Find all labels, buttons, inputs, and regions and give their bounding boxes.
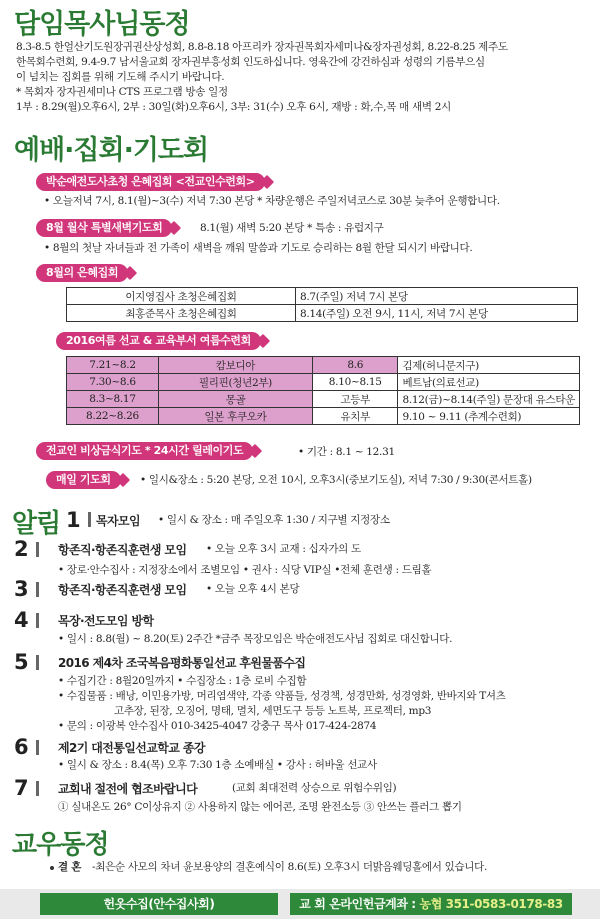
notice-number: 5: [14, 650, 29, 674]
notice-title: 항존직·항존직훈련생 모임: [58, 583, 187, 597]
monthly-dawn-prayer-desc: • 8월의 첫날 자녀들과 전 가족이 새벽을 깨워 말씀과 기도로 승리하는 8월 한달 되시기 바랍니다.: [44, 242, 473, 254]
table-cell: 8.7(주일) 저녁 7시 본당: [296, 288, 578, 305]
divider-bar: [36, 542, 39, 557]
summer-retreat-pill: 2016여름 선교 & 교육부서 여름수련회: [56, 332, 261, 350]
notice-text: • 오늘 오후 4시 본당: [206, 583, 300, 595]
table-row: [67, 357, 580, 374]
monthly-dawn-prayer-pill: 8월 월삭 특별새벽기도회: [36, 219, 172, 237]
table-cell: 8.12(금)~8.14(주일) 문장대 유스타운: [398, 391, 580, 408]
notice-sub: 고추장, 된장, 오징어, 명태, 멸치, 세면도구 등등 노트북, 프로젝터, mp3: [114, 705, 432, 717]
notice-text: • 일시 & 장소 : 매 주일오후 1:30 / 지구별 지정장소: [158, 514, 390, 526]
daily-prayer-text: • 일시&장소 : 5:20 본당, 오전 10시, 오후3시(중보기도실), 저녁 7:30 / 9:30(콘서트홀): [140, 474, 532, 486]
pastor-line-4: * 목회자 장자권세미나 CTS 프로그램 방송 일정: [16, 86, 228, 98]
section-title-notice: 알림: [12, 509, 61, 539]
members-text: -최은순 사모의 차녀 윤보용양의 결혼예식이 8.6(토) 오후3시 더밝음웨딩홀에서 있습니다.: [92, 861, 488, 873]
notice-sub: ① 실내온도 26° C이상유지 ② 사용하지 않는 에어콘, 조명 완전소등 ③ 안쓰는 플러그 뽑기: [58, 801, 462, 813]
notice-sub: • 수집기간 : 8월20일까지 • 수집장소 : 1층 로비 수집함: [58, 675, 307, 687]
table-cell: 캄보디아: [158, 357, 312, 374]
section-title-pastor: 담임목사님동정: [14, 9, 190, 40]
table-row: [67, 305, 578, 322]
table-row: [67, 391, 580, 408]
table-row: [67, 288, 578, 305]
pastor-line-3: 이 넘치는 집회를 위해 기도해 주시기 바랍니다.: [16, 71, 225, 83]
table-cell: 일본 후쿠오카: [158, 408, 312, 425]
divider-bar: [36, 740, 39, 755]
grace-meeting-text: • 오늘저녁 7시, 8.1(월)~3(수) 저녁 7:30 본당 * 차량운행은 주일저녁코스로 30분 늦추어 운행합니다.: [44, 195, 500, 207]
table-cell: 8.6: [312, 357, 397, 374]
table-cell: 8.10~8.15: [312, 374, 397, 391]
table-cell: 9.10 ~ 9.11 (추계수련회): [398, 408, 580, 425]
members-label: 결 혼: [58, 861, 82, 873]
grace-meeting-pill: 박순애전도사초청 은혜집회 <전교인수련회>: [36, 173, 265, 191]
offering-label: 교 회 온라인헌금계좌 :: [299, 897, 420, 911]
table-row: [67, 408, 580, 425]
table-cell: 7.21~8.2: [67, 357, 159, 374]
notice-text: • 오늘 오후 3시 교재 : 십자가의 도: [206, 543, 361, 555]
table-cell: 몽골: [158, 391, 312, 408]
notice-number: 7: [14, 776, 29, 800]
pastor-line-1: 8.3-8.5 한얼산기도원장귀권산상성회, 8.8-8.18 아프리카 장자권목회자세미나&장자권성회, 8.22-8.25 제주도: [16, 41, 508, 53]
notice-number: 2: [14, 537, 29, 561]
notice-title: 목자모임: [96, 514, 140, 528]
notice-sub: • 문의 : 이광복 안수집사 010-3425-4047 강충구 목사 017-424-2874: [58, 720, 377, 732]
table-cell: 고등부: [312, 391, 397, 408]
table-cell: 8.22~8.26: [67, 408, 159, 425]
notice-sub: • 장로·안수집사 : 지정장소에서 조별모임 • 권사 : 식당 VIP실 •전체 훈련생 : 드림홀: [58, 564, 432, 576]
notice-sub: • 수집물품 : 배낭, 이민용가방, 머리염색약, 각종 약품들, 성경책, 성경만화, 성경영화, 반바지와 T셔츠: [58, 690, 506, 702]
section-title-members: 교우동정: [12, 830, 109, 860]
offering-account: 농협 351-0583-0178-83: [419, 897, 563, 911]
bullet: [50, 866, 54, 870]
table-cell: 필리핀(청년2부): [158, 374, 312, 391]
table-row: [67, 374, 580, 391]
daily-prayer-pill: 매일 기도회: [46, 471, 121, 489]
notice-title: 제2기 대전통일선교학교 종강: [58, 741, 205, 755]
online-offering-banner: [290, 893, 572, 915]
table-cell: 최홍준목사 초청은혜집회: [67, 305, 296, 322]
notice-number: 1: [66, 508, 81, 532]
notice-sub: • 일시 : 8.8(월) ~ 8.20(토) 2주간 *금주 목장모임은 박순애전도사님 집회로 대신합니다.: [58, 633, 453, 645]
notice-title: 항존직·항존직훈련생 모임: [58, 543, 187, 557]
table-cell: 김제(허니문지구): [398, 357, 580, 374]
notice-title-note: (교회 최대전력 상승으로 위험수위임): [232, 782, 397, 794]
table-cell: 7.30~8.6: [67, 374, 159, 391]
notice-number: 3: [14, 577, 29, 601]
table-cell: 8.3~8.17: [67, 391, 159, 408]
notice-title: 교회내 절전에 협조바랍니다: [58, 782, 198, 796]
pastor-line-2: 한목회수련회, 9.4-9.7 남서울교회 장자권부흥성회 인도하십니다. 영육간에 강건하심과 성령의 기름부으심: [16, 56, 485, 68]
divider-bar: [88, 512, 91, 527]
table-cell: 8.14(주일) 오전 9시, 11시, 저녁 7시 본당: [296, 305, 578, 322]
summer-retreat-table: [66, 356, 580, 425]
notice-sub: • 일시 & 장소 : 8.4(목) 오후 7:30 1층 소예배실 • 강사 : 허바울 선교사: [58, 759, 377, 771]
pastor-line-5: 1부 : 8.29(월)오후6시, 2부 : 30일(화)오후6시, 3부: 31(수) 오후 6시, 재방 : 화,수,목 매 새벽 2시: [16, 101, 451, 113]
divider-bar: [36, 655, 39, 670]
relay-prayer-period: • 기간 : 8.1 ~ 12.31: [298, 446, 395, 458]
notice-number: 6: [14, 735, 29, 759]
clothing-collection-banner: 헌옷수집(안수집사회): [40, 893, 278, 915]
table-cell: 베트남(의료선교): [398, 374, 580, 391]
section-title-worship: 예배·집회·기도회: [14, 135, 209, 166]
notice-title: 목장·전도모임 방학: [58, 614, 154, 628]
divider-bar: [36, 582, 39, 597]
monthly-dawn-prayer-time: 8.1(월) 새벽 5:20 본당 * 특송 : 유럽지구: [200, 222, 384, 234]
notice-number: 4: [14, 608, 29, 632]
relay-prayer-pill: 전교인 비상금식기도 * 24시간 릴레이기도: [36, 442, 253, 460]
august-grace-table: [66, 287, 578, 322]
notice-title: 2016 제4차 조국복음평화통일선교 후원물품수집: [58, 656, 306, 670]
table-cell: 유치부: [312, 408, 397, 425]
table-cell: 이지영집사 초청은혜집회: [67, 288, 296, 305]
divider-bar: [36, 781, 39, 796]
divider-bar: [36, 613, 39, 628]
august-grace-pill: 8월의 은혜집회: [36, 264, 128, 282]
